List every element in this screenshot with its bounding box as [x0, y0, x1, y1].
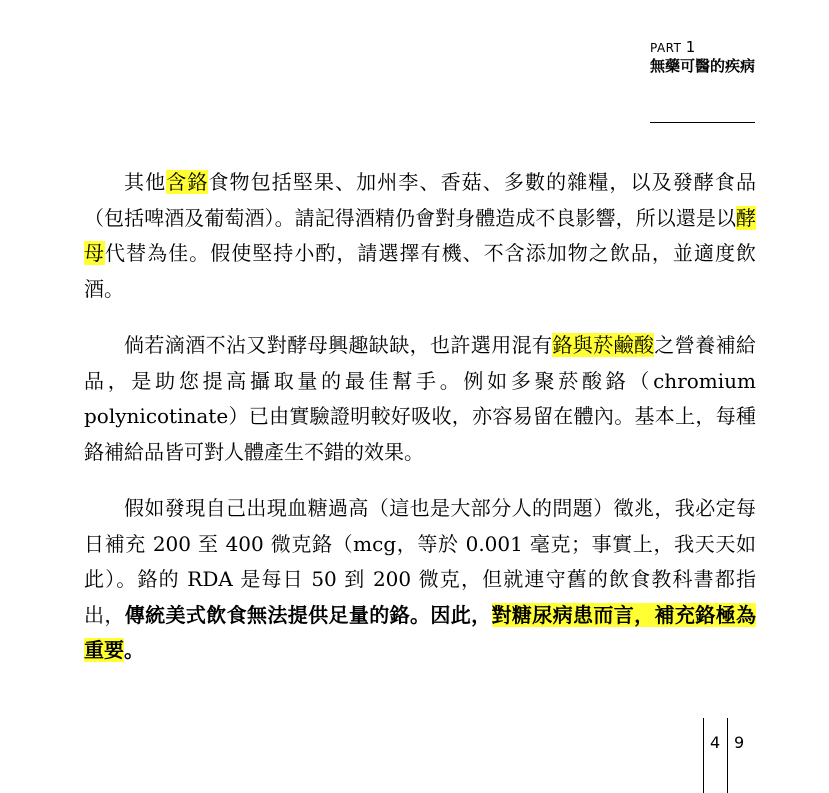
paragraph-1 [84, 165, 756, 307]
highlight-chromium-niacin: 鉻與菸鹼酸 [552, 333, 655, 357]
body-text [84, 165, 756, 669]
text-run: 之營養補給品，是助您提高攝取量的最佳幫手。例如多聚菸酸鉻（chromium polynicotinate）已由實驗證明較好吸收，亦容易留在體內。基本上，每種鉻補給品皆可對人體產生不錯的效果。 [84, 333, 757, 464]
text-run: 代替為佳。假使堅持小酌，請選擇有機、不含添加物之飲品，並適度飲酒。 [84, 241, 757, 301]
text-run: 倘若滴酒不沾又對酵母興趣缺缺，也許選用混有 [124, 333, 553, 357]
highlight-diabetes: 對糖尿病患而言，補充鉻極為重要 [84, 602, 756, 662]
text-run: 其他 [124, 170, 167, 194]
text-run: 。 [124, 638, 144, 662]
text-run: 食物包括堅果、加州李、香菇、多數的雜糧，以及發酵食品（包括啤酒及葡萄酒）。請記得酒精仍會對身體造成不良影響，所以還是以 [84, 170, 757, 230]
part-label [650, 40, 755, 55]
highlight-yeast: 酵母 [84, 205, 756, 265]
chapter-title: 無藥可醫的疾病 [649, 57, 755, 75]
page-number-digit-2: 9 [734, 733, 745, 752]
bold-statement: 傳統美式飲食無法提供足量的鉻。因此， [124, 602, 492, 627]
page-number-digit-1: 4 [710, 733, 721, 752]
running-header [650, 40, 755, 76]
header-rule [650, 122, 755, 123]
highlight-chromium-foods: 含鉻 [166, 170, 209, 194]
paragraph-2 [84, 328, 756, 470]
part-word: PART [649, 41, 682, 55]
text-run: 假如發現自己出現血糖過高（這也是大部分人的問題）徵兆，我必定每日補充 200 至 400 微克鉻（mcg，等於 0.001 毫克；事實上，我天天如此）。鉻的 RDA 是每日 50 到 200 微克，但就連守舊的飲食教科書都指出， [84, 496, 756, 627]
page-number-rule-left [703, 718, 704, 793]
paragraph-3 [84, 491, 756, 669]
page-number-rule-right [727, 718, 728, 793]
part-number: 1 [685, 38, 696, 56]
